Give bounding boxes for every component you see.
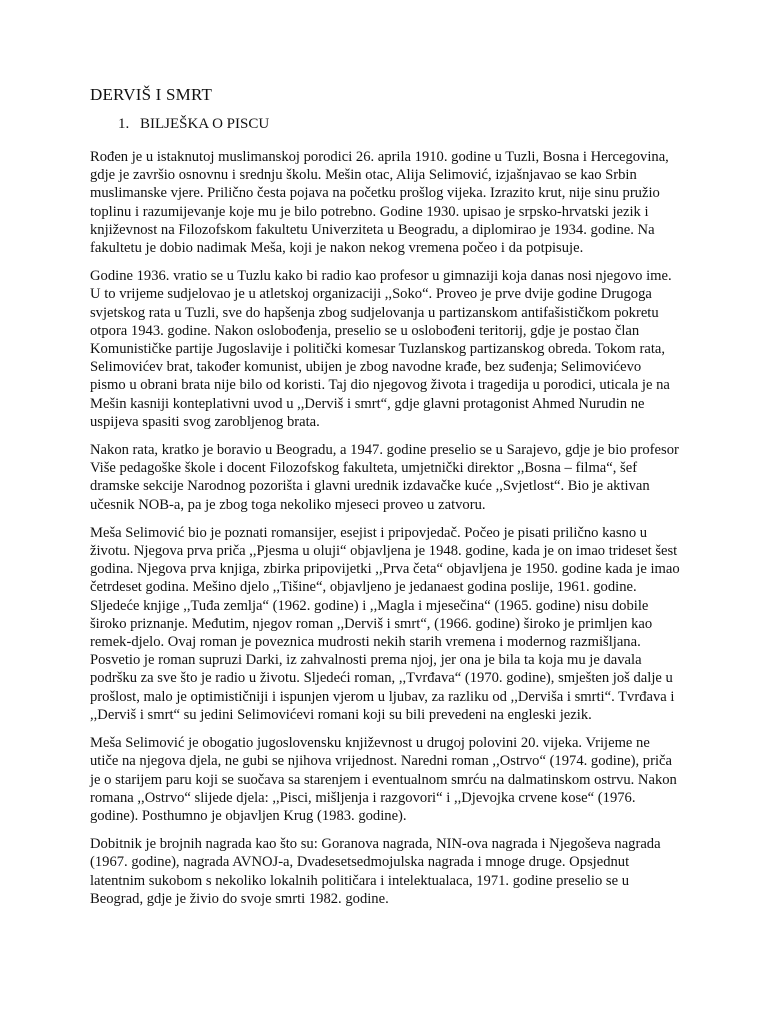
- paragraph-awards: Dobitnik je brojnih nagrada kao što su: Goranova nagrada, NIN-ova nagrada i Njegoševa nagrada (1967. godine), nagrada AVNOJ-a, Dvadesetsedmojulska nagrada i mnoge druge. Opsjednut latentnim sukobom s nekoliko lokalnih političara i intelektualaca, 1971. godine preselio se u Beograd, gdje je živio do svoje smrti 1982. godine.: [90, 836, 661, 907]
- paragraph-after-war: Nakon rata, kratko je boravio u Beogradu, a 1947. godine preselio se u Sarajevo, gdje je bio profesor Više pedagoške škole i docent Filozofskog fakulteta, umjetnički direktor ,,Bosna – filma“, šef dramske sekcije Narodnog pozorišta i glavni urednik izdavačke kuće ,,Svjetlost“. Bio je aktivan učesnik NOB-a, pa je zbog toga nekoliko mjeseci proveo u zatvoru.: [90, 442, 679, 513]
- paragraph-tuzla: Godine 1936. vratio se u Tuzlu kako bi radio kao profesor u gimnaziji koja danas nosi njegovo ime. U to vrijeme sudjelovao je u atletskoj organizaciji ,,Soko“. Proveo je prve dvije godine Drugoga svjetskog rata u Tuzli, sve do hapšenja zbog sudjelovanja u partizanskom antifašističkom pokretu otpora 1943. godine. Nakon oslobođenja, preselio se u oslobođeni teritorij, gdje je postao član Komunističke partije Jugoslavije i politički komesar Tuzlanskog partizanskog obreda. Tokom rata, Selimovićev brat, također komunist, ubijen je zbog navodne krađe, bez suđenja; Selimovićevo pismo u obrani brata nije bilo od koristi. Taj dio njegovog života i tragedija u porodici, uticala je na Mešin kasniji konteplativni uvod u ,,Derviš i smrt“, gdje glavni protagonist Ahmed Nurudin ne uspijeva spasiti svog zarobljenog brata.: [90, 268, 672, 430]
- document-page: [90, 84, 680, 918]
- section-heading: [118, 114, 680, 134]
- section-label: BILJEŠKA O PISCU: [140, 116, 270, 132]
- document-title: DERVIŠ I SMRT: [90, 85, 213, 104]
- paragraph-birth: Rođen je u istaknutoj muslimanskoj porodici 26. aprila 1910. godine u Tuzli, Bosna i Hercegovina, gdje je završio osnovnu i srednju školu. Mešin otac, Alija Selimović, izjašnjavao se kao Srbin muslimanske vjere. Prilično česta pojava na početku prošlog vijeka. Izrazito krut, nije sinu pružio toplinu i razumijevanje koje mu je bilo potrebno. Godine 1930. upisao je srpsko-hrvatski jezik i književnost na Filozofskom fakultetu Univerziteta u Beogradu, a diplomirao je 1934. godine. Na fakultetu je dobio nadimak Meša, koji je nakon nekog vremena počeo i da potpisuje.: [90, 149, 669, 257]
- paragraph-works: Meša Selimović bio je poznati romansijer, esejist i pripovjedač. Počeo je pisati prilično kasno u životu. Njegova prva priča ,,Pjesma u oluji“ objavljena je 1948. godine, kada je on imao trideset šest godina. Njegova prva knjiga, zbirka pripovijetki ,,Prva četa“ objavljena je 1950. godine kada je imao četrdeset godina. Mešino djelo ,,Tišine“, objavljeno je jedanaest godina poslije, 1961. godine. Sljedeće knjige ,,Tuđa zemlja“ (1962. godine) i ,,Magla i mjesečina“ (1965. godine) nisu dobile široko priznanje. Međutim, njegov roman ,,Derviš i smrt“, (1966. godine) široko je primljen kao remek-djelo. Ovaj roman je poveznica mudrosti nekih starih vremena i modernog razmišljana. Posvetio je roman supruzi Darki, iz zahvalnosti prema njoj, jer ona je bila ta koja mu je davala podršku za sve što je radio u životu. Sljedeći roman, ,,Tvrđava“ (1970. godine), smješten još dalje u prošlost, malo je optimističniji i ispunjen vjerom u ljubav, za razliku od ,,Derviša i smrti“. Tvrđava i ,,Derviš i smrt“ su jedini Selimovićevi romani koji su bili prevedeni na engleski jezik.: [90, 524, 680, 723]
- section-number: 1.: [118, 116, 130, 132]
- paragraph-legacy: Meša Selimović je obogatio jugoslovensku književnost u drugoj polovini 20. vijeka. Vrijeme ne utiče na njegova djela, ne gubi se njihova vrijednost. Naredni roman ,,Ostrvo“ (1974. godine), priča je o starijem paru koji se suočava sa starenjem i eventualnom smrću na dalmatinskom ostrvu. Nakon romana ,,Ostrvo“ slijede djela: ,,Pisci, mišljenja i razgovori“ i ,,Djevojka crvene kose“ (1976. godine). Posthumno je objavljen Krug (1983. godine).: [90, 735, 677, 824]
